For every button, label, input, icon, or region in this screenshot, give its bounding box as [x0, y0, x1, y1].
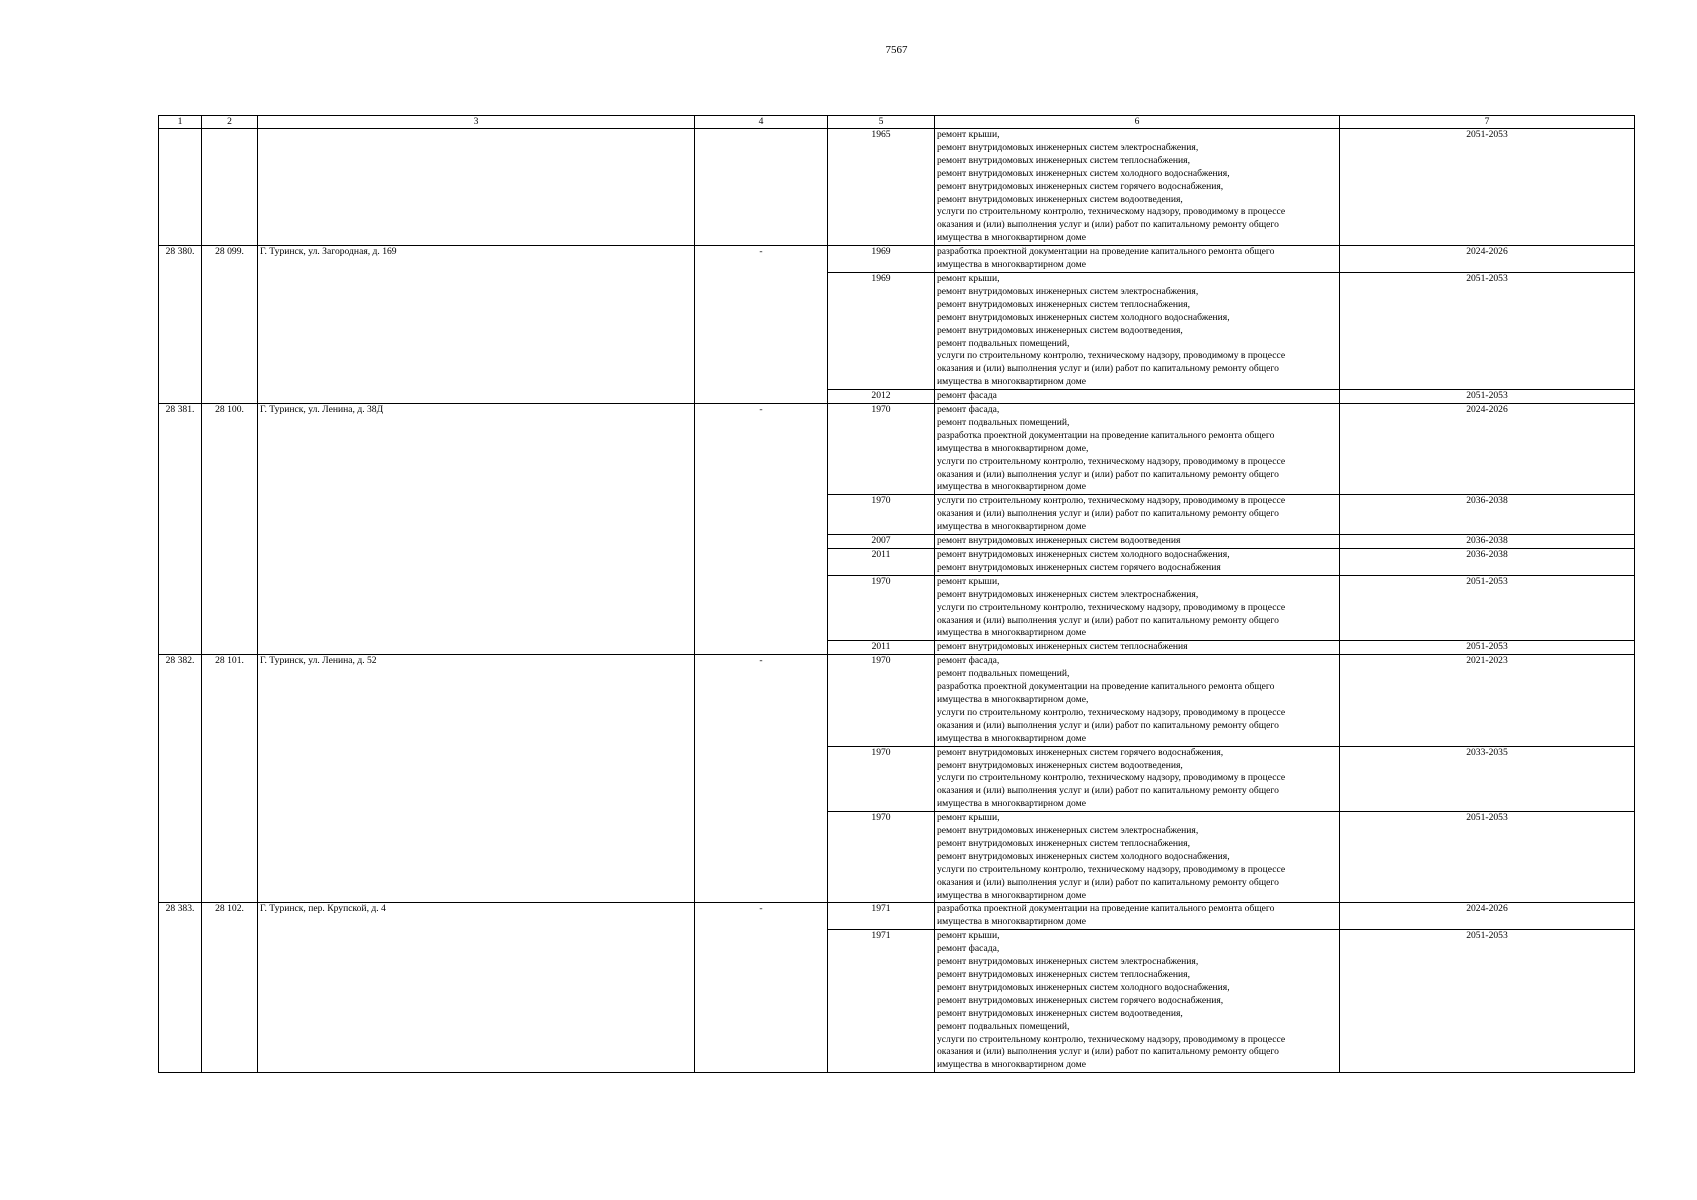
house-address: Г. Туринск, пер. Крупской, д. 4: [258, 903, 695, 1073]
year-cell: 1969: [828, 246, 935, 273]
house-code: 28 100.: [202, 404, 258, 655]
record-number: 28 381.: [159, 404, 202, 655]
works-list-cell: ремонт внутридомовых инженерных систем теплоснабжения: [935, 641, 1340, 655]
page-number: 7567: [885, 44, 908, 56]
period-cell: 2051-2053: [1340, 390, 1635, 404]
capital-repair-table: [158, 115, 1635, 1073]
record-number: 28 380.: [159, 246, 202, 404]
works-list-cell: ремонт крыши, ремонт внутридомовых инженерных систем электроснабжения, ремонт внутридомовых инженерных систем теплоснабжения, ремонт внутридомовых инженерных систем холодного водоснабжения, ремонт внутридомовых инженерных систем водоотведения, ремонт подвальных помещений, услуги по строительному контролю, техническому надзору, проводимому в процессе оказания и (или) выполнения услуг и (или) работ по капитальному ремонту общего имущества в многоквартирном доме: [935, 272, 1340, 389]
table-row: [159, 903, 1635, 930]
house-address: [258, 129, 695, 246]
year-cell: 2007: [828, 535, 935, 549]
works-list-cell: ремонт крыши, ремонт внутридомовых инженерных систем электроснабжения, ремонт внутридомовых инженерных систем теплоснабжения, ремонт внутридомовых инженерных систем холодного водоснабжения, услуги по строительному контролю, техническому надзору, проводимому в процессе оказания и (или) выполнения услуг и (или) работ по капитальному ремонту общего имущества в многоквартирном доме: [935, 812, 1340, 903]
works-list-cell: ремонт крыши, ремонт внутридомовых инженерных систем электроснабжения, ремонт внутридомовых инженерных систем теплоснабжения, ремонт внутридомовых инженерных систем холодного водоснабжения, ремонт внутридомовых инженерных систем горячего водоснабжения, ремонт внутридомовых инженерных систем водоотведения, услуги по строительному контролю, техническому надзору, проводимому в процессе оказания и (или) выполнения услуг и (или) работ по капитальному ремонту общего имущества в многоквартирном доме: [935, 129, 1340, 246]
year-cell: 2012: [828, 390, 935, 404]
works-list-cell: ремонт внутридомовых инженерных систем холодного водоснабжения, ремонт внутридомовых инженерных систем горячего водоснабжения: [935, 549, 1340, 576]
works-list-cell: ремонт фасада, ремонт подвальных помещений, разработка проектной документации на проведение капитального ремонта общего имущества в многоквартирном доме, услуги по строительному контролю, техническому надзору, проводимому в процессе оказания и (или) выполнения услуг и (или) работ по капитальному ремонту общего имущества в многоквартирном доме: [935, 655, 1340, 746]
works-list-cell: услуги по строительному контролю, техническому надзору, проводимому в процессе оказания и (или) выполнения услуг и (или) работ по капитальному ремонту общего имущества в многоквартирном доме: [935, 495, 1340, 535]
works-list-cell: ремонт крыши, ремонт фасада, ремонт внутридомовых инженерных систем электроснабжения, ремонт внутридомовых инженерных систем теплоснабжения, ремонт внутридомовых инженерных систем холодного водоснабжения, ремонт внутридомовых инженерных систем горячего водоснабжения, ремонт внутридомовых инженерных систем водоотведения, ремонт подвальных помещений, услуги по строительному контролю, техническому надзору, проводимому в процессе оказания и (или) выполнения услуг и (или) работ по капитальному ремонту общего имущества в многоквартирном доме: [935, 930, 1340, 1073]
column-header: 4: [695, 116, 828, 129]
period-cell: 2024-2026: [1340, 246, 1635, 273]
year-cell: 1970: [828, 746, 935, 812]
year-cell: 1970: [828, 812, 935, 903]
table-header: [159, 116, 1635, 129]
year-cell: 1971: [828, 930, 935, 1073]
column-header: 5: [828, 116, 935, 129]
table-row: [159, 246, 1635, 273]
house-code: 28 101.: [202, 655, 258, 903]
works-list-cell: ремонт внутридомовых инженерных систем водоотведения: [935, 535, 1340, 549]
period-cell: 2024-2026: [1340, 404, 1635, 495]
works-list-cell: ремонт фасада, ремонт подвальных помещений, разработка проектной документации на проведение капитального ремонта общего имущества в многоквартирном доме, услуги по строительному контролю, техническому надзору, проводимому в процессе оказания и (или) выполнения услуг и (или) работ по капитальному ремонту общего имущества в многоквартирном доме: [935, 404, 1340, 495]
year-cell: 1971: [828, 903, 935, 930]
period-cell: 2051-2053: [1340, 129, 1635, 246]
column-header: 7: [1340, 116, 1635, 129]
house-address: Г. Туринск, ул. Загородная, д. 169: [258, 246, 695, 404]
period-cell: 2021-2023: [1340, 655, 1635, 746]
period-cell: 2051-2053: [1340, 641, 1635, 655]
period-cell: 2033-2035: [1340, 746, 1635, 812]
column-header: 6: [935, 116, 1340, 129]
works-list-cell: ремонт крыши, ремонт внутридомовых инженерных систем электроснабжения, услуги по строительному контролю, техническому надзору, проводимому в процессе оказания и (или) выполнения услуг и (или) работ по капитальному ремонту общего имущества в многоквартирном доме: [935, 575, 1340, 641]
house-address: Г. Туринск, ул. Ленина, д. 52: [258, 655, 695, 903]
works-list-cell: ремонт внутридомовых инженерных систем горячего водоснабжения, ремонт внутридомовых инженерных систем водоотведения, услуги по строительному контролю, техническому надзору, проводимому в процессе оказания и (или) выполнения услуг и (или) работ по капитальному ремонту общего имущества в многоквартирном доме: [935, 746, 1340, 812]
period-cell: 2051-2053: [1340, 575, 1635, 641]
column-header: 1: [159, 116, 202, 129]
record-number: 28 383.: [159, 903, 202, 1073]
year-cell: 1965: [828, 129, 935, 246]
period-cell: 2036-2038: [1340, 535, 1635, 549]
period-cell: 2024-2026: [1340, 903, 1635, 930]
year-cell: 1970: [828, 575, 935, 641]
column-header: 2: [202, 116, 258, 129]
column-4-value: -: [695, 903, 828, 1073]
table-body: [159, 129, 1635, 1073]
period-cell: 2051-2053: [1340, 272, 1635, 389]
house-code: 28 099.: [202, 246, 258, 404]
column-4-value: -: [695, 655, 828, 903]
year-cell: 2011: [828, 549, 935, 576]
column-4-value: [695, 129, 828, 246]
record-number: 28 382.: [159, 655, 202, 903]
house-code: [202, 129, 258, 246]
works-list-cell: разработка проектной документации на проведение капитального ремонта общего имущества в многоквартирном доме: [935, 246, 1340, 273]
house-code: 28 102.: [202, 903, 258, 1073]
column-4-value: -: [695, 246, 828, 404]
period-cell: 2036-2038: [1340, 549, 1635, 576]
year-cell: 1970: [828, 404, 935, 495]
year-cell: 2011: [828, 641, 935, 655]
works-list-cell: ремонт фасада: [935, 390, 1340, 404]
period-cell: 2051-2053: [1340, 812, 1635, 903]
column-header: 3: [258, 116, 695, 129]
house-address: Г. Туринск, ул. Ленина, д. 38Д: [258, 404, 695, 655]
column-4-value: -: [695, 404, 828, 655]
period-cell: 2051-2053: [1340, 930, 1635, 1073]
works-list-cell: разработка проектной документации на проведение капитального ремонта общего имущества в многоквартирном доме: [935, 903, 1340, 930]
table-row: [159, 655, 1635, 746]
record-number: [159, 129, 202, 246]
year-cell: 1969: [828, 272, 935, 389]
year-cell: 1970: [828, 655, 935, 746]
year-cell: 1970: [828, 495, 935, 535]
period-cell: 2036-2038: [1340, 495, 1635, 535]
table-row: [159, 404, 1635, 495]
table-row: [159, 129, 1635, 246]
